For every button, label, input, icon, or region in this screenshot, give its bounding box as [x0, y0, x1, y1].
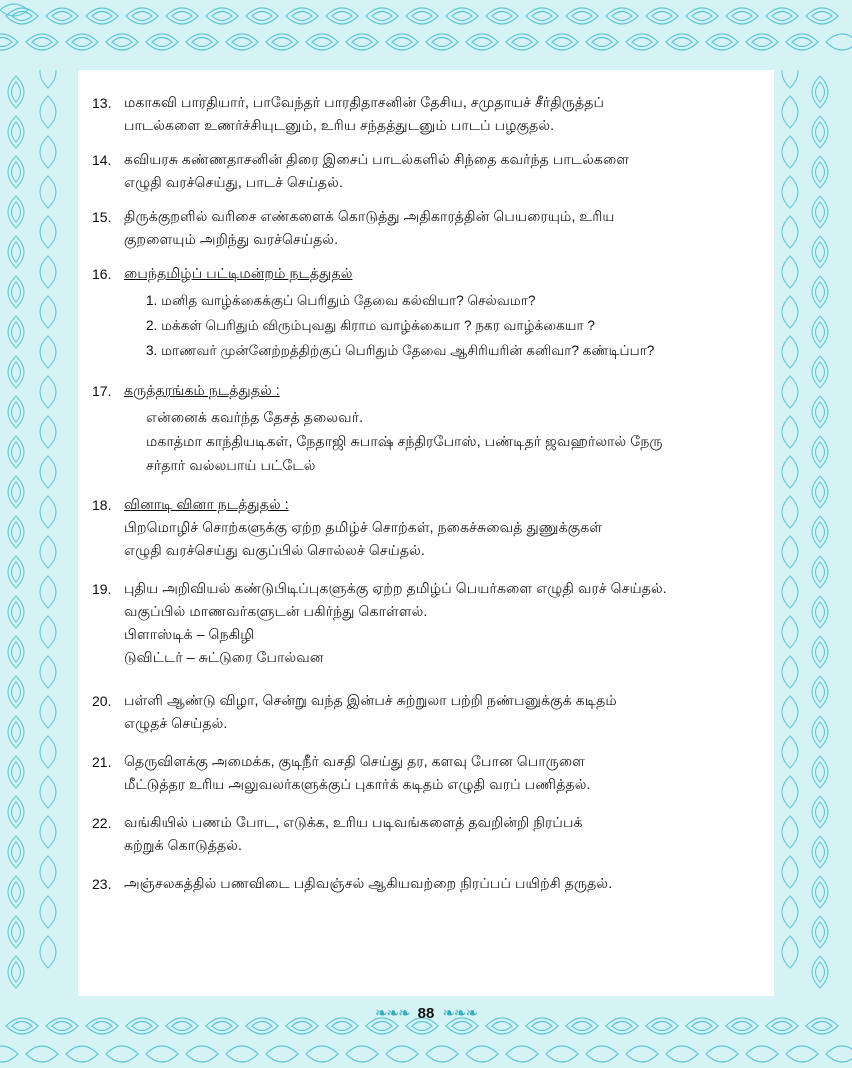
- item-line: எழுதி வரச்செய்து, பாடச் செய்தல்.: [124, 175, 343, 191]
- list-item: [90, 380, 756, 479]
- item-text: [124, 690, 756, 736]
- left-decorative-border: [0, 70, 78, 996]
- list-item: [90, 690, 756, 736]
- item-line: எழுதச் செய்தல்.: [124, 716, 228, 733]
- item-number: 20.: [92, 693, 112, 710]
- item-detail-block: [124, 407, 756, 478]
- item-line: பள்ளி ஆண்டு விழா, சென்று வந்த இன்பச் சுற்றுலா பற்றி நண்பனுக்குக் கடிதம்: [124, 693, 617, 710]
- item-text: [124, 92, 756, 138]
- list-item: [90, 494, 756, 563]
- list-item: [90, 873, 756, 896]
- item-line: அஞ்சலகத்தில் பணவிடை பதிவஞ்சல் ஆகியவற்றை நிரப்பப் பயிற்சி தருதல்.: [124, 876, 613, 893]
- item-line: என்னைக் கவர்ந்த தேசத் தலைவர்.: [146, 410, 364, 427]
- item-text: [124, 812, 756, 858]
- item-line: பிறமொழிச் சொற்களுக்கு ஏற்ற தமிழ்ச் சொற்கள், நகைச்சுவைத் துணுக்குகள்: [124, 520, 603, 537]
- sub-question: 2. மக்கள் பெரிதும் விரும்புவது கிராம வாழ்க்கையா ? நகர வாழ்க்கையா ?: [146, 318, 595, 334]
- item-line: மகாகவி பாரதியார், பாவேந்தர் பாரதிதாசனின் தேசிய, சமுதாயச் சீர்திருத்தப்: [124, 95, 605, 111]
- item-number: 23.: [92, 876, 112, 893]
- page-footer: [0, 1004, 852, 1022]
- list-item: [90, 149, 756, 195]
- item-text: [124, 873, 756, 896]
- list-item: [90, 578, 756, 670]
- item-number: 18.: [92, 497, 112, 514]
- item-text: [124, 149, 756, 195]
- item-line: குறளையும் அறிந்து வரச்செய்தல்.: [124, 232, 339, 248]
- item-number: 14.: [92, 152, 112, 168]
- item-line: கவியரசு கண்ணதாசனின் திரை இசைப் பாடல்களில் சிந்தை கவர்ந்த பாடல்களை: [124, 152, 630, 168]
- item-number: 15.: [92, 209, 112, 225]
- item-number: 19.: [92, 581, 112, 598]
- list-item: [90, 263, 756, 365]
- item-line: வகுப்பில் மாணவர்களுடன் பகிர்ந்து கொள்ளல்.: [124, 604, 428, 621]
- footer-left-ornament-icon: ❧❧❧: [374, 1005, 410, 1022]
- item-text: [124, 494, 756, 563]
- item-heading: வினாடி வினா நடத்துதல் :: [124, 497, 289, 514]
- item-line: பாடல்களை உணர்ச்சியுடனும், உரிய சந்தத்துடனும் பாடப் பழகுதல்.: [124, 118, 555, 134]
- page-content-sheet: [78, 70, 774, 996]
- list-item: [90, 812, 756, 858]
- list-item: [90, 751, 756, 797]
- item-number: 17.: [92, 383, 112, 400]
- page-number: 88: [417, 1004, 435, 1022]
- item-line: சர்தார் வல்லபாய் பட்டேல்: [146, 458, 316, 475]
- sub-question-list: [124, 290, 756, 362]
- item-number: 22.: [92, 815, 112, 832]
- item-line: புதிய அறிவியல் கண்டுபிடிப்புகளுக்கு ஏற்ற தமிழ்ப் பெயர்களை எழுதி வரச் செய்தல்.: [124, 581, 667, 598]
- item-line: கற்றுக் கொடுத்தல்.: [124, 838, 243, 855]
- list-item: [90, 92, 756, 138]
- item-text: [124, 751, 756, 797]
- item-number: 13.: [92, 95, 112, 111]
- item-line: டுவிட்டர் – சுட்டுரை போல்வன: [124, 650, 324, 667]
- list-item: [90, 206, 756, 252]
- item-line: எழுதி வரச்செய்து வகுப்பில் சொல்லச் செய்தல்.: [124, 543, 425, 560]
- item-line: பிளாஸ்டிக் – நெகிழி: [124, 627, 255, 644]
- item-heading: கருத்தரங்கம் நடத்துதல் :: [124, 383, 280, 400]
- item-text: [124, 206, 756, 252]
- activity-list: [90, 92, 756, 896]
- item-line: மீட்டுத்தர உரிய அலுவலர்களுக்குப் புகார்க் கடிதம் எழுதி வரப் பணித்தல்.: [124, 777, 591, 794]
- item-line: தெருவிளக்கு அமைக்க, குடிநீர் வசதி செய்து தர, களவு போன பொருளை: [124, 754, 586, 771]
- sub-question: 1. மனித வாழ்க்கைக்குப் பெரிதும் தேவை கல்வியா? செல்வமா?: [146, 293, 536, 308]
- item-heading: பைந்தமிழ்ப் பட்டிமன்றம் நடத்துதல்: [124, 266, 353, 282]
- item-line: திருக்குறளில் வரிசை எண்களைக் கொடுத்து அதிகாரத்தின் பெயரையும், உரிய: [124, 209, 615, 225]
- item-number: 16.: [92, 266, 112, 282]
- item-line: மகாத்மா காந்தியடிகள், நேதாஜி சுபாஷ் சந்திரபோஸ், பண்டிதர் ஜவஹர்லால் நேரு: [146, 434, 663, 451]
- footer-right-ornament-icon: ❧❧❧: [442, 1005, 478, 1022]
- top-decorative-border: [0, 0, 852, 70]
- item-text: [124, 380, 756, 479]
- right-decorative-border: [774, 70, 852, 996]
- item-text: [124, 578, 756, 670]
- item-text: [124, 263, 756, 365]
- sub-question: 3. மாணவர் முன்னேற்றத்திற்குப் பெரிதும் தேவை ஆசிரியரின் கனிவா? கண்டிப்பா?: [146, 343, 655, 359]
- item-line: வங்கியில் பணம் போட, எடுக்க, உரிய படிவங்களைத் தவறின்றி நிரப்பக்: [124, 815, 583, 832]
- item-number: 21.: [92, 754, 112, 771]
